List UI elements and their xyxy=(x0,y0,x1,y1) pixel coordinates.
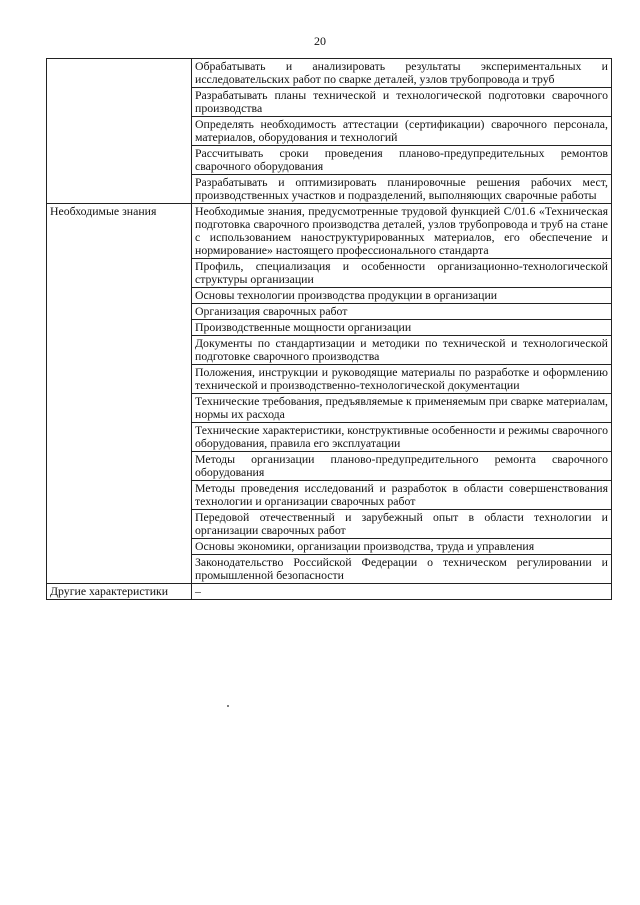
knowledge-item: Производственные мощности организации xyxy=(192,320,612,336)
table-row xyxy=(47,59,612,88)
knowledge-label: Необходимые знания xyxy=(47,204,192,584)
other-value: – xyxy=(192,584,612,600)
table-row xyxy=(47,204,612,259)
knowledge-item: Технические характеристики, конструктивные особенности и режимы сварочного оборудования, правила его эксплуатации xyxy=(192,423,612,452)
requirements-table xyxy=(46,58,612,600)
row-label-empty xyxy=(47,59,192,204)
other-label: Другие характеристики xyxy=(47,584,192,600)
knowledge-item: Основы экономики, организации производства, труда и управления xyxy=(192,539,612,555)
knowledge-item: Основы технологии производства продукции в организации xyxy=(192,288,612,304)
skill-item: Разрабатывать и оптимизировать планировочные решения рабочих мест, производственных участков и подразделений, выполняющих сварочные работы xyxy=(192,175,612,204)
knowledge-item: Положения, инструкции и руководящие материалы по разработке и оформлению технической и производственно-технологической документации xyxy=(192,365,612,394)
knowledge-item: Документы по стандартизации и методики по технической и технологической подготовке сварочного производства xyxy=(192,336,612,365)
knowledge-item: Технические требования, предъявляемые к применяемым при сварке материалам, нормы их расхода xyxy=(192,394,612,423)
knowledge-item: Методы проведения исследований и разработок в области совершенствования технологии и организации сварочных работ xyxy=(192,481,612,510)
knowledge-item: Методы организации планово-предупредительного ремонта сварочного оборудования xyxy=(192,452,612,481)
knowledge-item: Организация сварочных работ xyxy=(192,304,612,320)
scan-speck xyxy=(227,705,229,707)
skill-item: Разрабатывать планы технической и технологической подготовки сварочного производства xyxy=(192,88,612,117)
skill-item: Рассчитывать сроки проведения планово-предупредительных ремонтов сварочного оборудования xyxy=(192,146,612,175)
table-row xyxy=(47,584,612,600)
knowledge-item: Законодательство Российской Федерации о техническом регулировании и промышленной безопасности xyxy=(192,555,612,584)
knowledge-item: Передовой отечественный и зарубежный опыт в области технологии и организации сварочных работ xyxy=(192,510,612,539)
page-number: 20 xyxy=(314,34,326,48)
skill-item: Определять необходимость аттестации (сертификации) сварочного персонала, материалов, оборудования и технологий xyxy=(192,117,612,146)
knowledge-item: Необходимые знания, предусмотренные трудовой функцией C/01.6 «Техническая подготовка сварочного производства деталей, узлов трубопровода и труб на стане с использованием наноструктурированных материалов, его обеспечение и нормирование» настоящего профессионального стандарта xyxy=(192,204,612,259)
knowledge-item: Профиль, специализация и особенности организационно-технологической структуры организации xyxy=(192,259,612,288)
skill-item: Обрабатывать и анализировать результаты экспериментальных и исследовательских работ по сварке деталей, узлов трубопровода и труб xyxy=(192,59,612,88)
